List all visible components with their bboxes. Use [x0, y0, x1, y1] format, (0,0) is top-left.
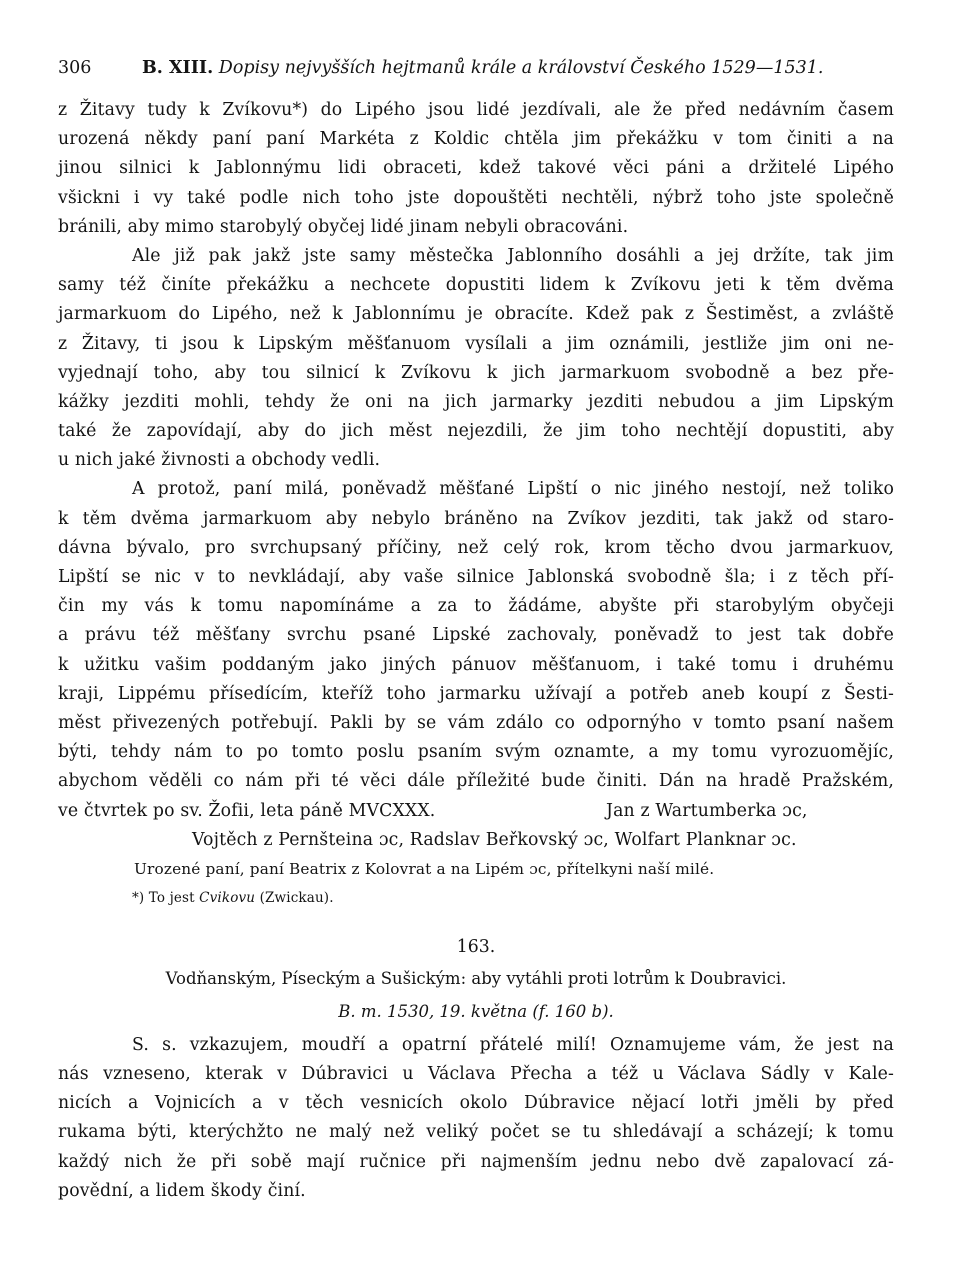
footnote-prefix: *) To jest — [132, 889, 195, 906]
signature-1: Jan z Wartumberka ɔc, — [606, 800, 808, 821]
page-number: 306 — [58, 58, 92, 78]
text-line: jarmarkuom do Lipého, než k Jablonnímu je obracíte. Kdež pak z Šestiměst, a zvláště — [58, 304, 894, 325]
text-line: dávna bývalo, pro svrchupsaný příčiny, než celý rok, krom těcho dvou jarmarkuov, — [58, 537, 894, 558]
text-line: vyjednají toho, aby tou silnicí k Zvíkovu k jich jarmarkuom svobodně a bez pře- — [58, 362, 894, 383]
footnote-suffix: (Zwickau). — [259, 889, 334, 906]
text-line: A protož, paní milá, poněvadž měšťané Lipští o nic jiného nestojí, než toliko — [132, 479, 894, 500]
text-line: měst přivezených potřebují. Pakli by se vám zdálo co odpornýho v tomto psaní našem — [58, 712, 894, 733]
text-line: každý nich že při sobě mají ručnice při najmenším jednu nebo dvě zapalovací zá- — [58, 1151, 894, 1172]
text-line: samy též činíte překážku a nechcete dopustiti lidem k Zvíkovu jeti k těm dvěma — [58, 275, 894, 296]
text-line: z Žitavy, ti jsou k Lipským měšťanuom vysílali a jim oznámili, jestliže jim oni ne- — [58, 333, 894, 354]
footnote — [58, 883, 894, 913]
text-line: bránili, aby mimo starobylý obyčej lidé jinam nebyli obracováni. — [58, 216, 629, 237]
text-line: jinou silnici k Jablonnýmu lidi obraceti, kdež takové věci páni a držitelé Lipého — [58, 158, 894, 179]
text-line: a právu též měšťany svrchu psané Lipské zachovaly, poněvadž to jest tak dobře — [58, 625, 894, 646]
text-line: k těm dvěma jarmarkuom aby nebylo bráněno na Zvíkov jezditi, tak jakž od staro- — [58, 508, 894, 529]
text-line: kraji, Lippému přísedícím, kteříž toho jarmarku užívají a potřeb aneb koupí z Šesti- — [58, 683, 894, 704]
text-line: k užitku vašim poddaným jako jiných pánuov měšťanuom, i také tomu i druhému — [58, 654, 894, 675]
text-line: nicích a Vojnicích a v těch vesnicích okolo Dúbravice nějací lotři jměli by před — [58, 1093, 894, 1114]
text-line: nás vzneseno, kterak v Dúbravici u Václava Přecha a též u Václava Sádly v Kale- — [58, 1064, 894, 1085]
text-line: S. s. vzkazujem, moudří a opatrní přátelé milí! Oznamujeme vám, že jest na — [132, 1034, 894, 1055]
text-line: Lipští se nic v to nevkládají, aby vaše silnice Jablonská svobodně šla; i z těch pří- — [58, 567, 894, 587]
document-date: B. m. 1530, 19. května (f. 160 b). — [338, 1001, 614, 1021]
text-line: všickni i vy také podle nich toho jste dopouštěti nechtěli, nýbrž toho jste společně — [58, 187, 894, 208]
text-line: abychom věděli co nám při té věci dále příležité bude činiti. Dán na hradě Pražském, — [58, 771, 894, 792]
text-line: u nich jaké živnosti a obchody vedli. — [58, 450, 381, 471]
letter-162-body — [58, 96, 894, 913]
text-line: povědní, a lidem škody činí. — [58, 1180, 306, 1201]
signature-line: Vojtěch z Pernšteina ɔc, Radslav Beřkovský ɔc, Wolfart Planknar ɔc. — [192, 829, 797, 850]
running-title — [142, 58, 823, 78]
text-line: čin my vás k tomu napomínáme a za to žádáme, abyšte při starobylým obyčeji — [58, 596, 894, 617]
document-number: 163. — [456, 936, 496, 957]
text-line: kážky jezditi mohli, tehdy že oni na jich jarmarky jezditi nebudou a jim Lipským — [58, 391, 894, 412]
running-header — [58, 58, 894, 88]
text-line: býti, tehdy nám to po tomto poslu psaním svým oznamte, a my tomu vyrozuomějíc, — [58, 742, 894, 763]
text-line: z Žitavy tudy k Zvíkovu*) do Lipého jsou lidé jezdívali, ale že před nedávním časem — [58, 100, 894, 120]
letter-163-body — [58, 1031, 894, 1206]
closing-line — [58, 797, 894, 826]
text-line: Ale již pak jakž jste samy městečka Jablonního dosáhli a jej držíte, tak jim — [132, 245, 894, 266]
text-line: urozená někdy paní paní Markéta z Koldic chtěla jim překážku v tom činiti a na — [58, 129, 894, 150]
letter-address: Urozené paní, paní Beatrix z Kolovrat a na Lipém ɔc, přítelkyni naší milé. — [134, 859, 715, 878]
closing-date: ve čtvrtek po sv. Žofii, leta páně MVCXXX. — [58, 800, 436, 821]
text-line: rukama býti, kterýchžto ne malý než veliký počet se tu shledávají a scházejí; k tomu — [58, 1122, 894, 1143]
text-line: také že zapovídají, aby do jich měst nejezdili, že jim toho nechtějí dopustiti, aby — [58, 421, 894, 442]
document-title: Vodňanským, Píseckým a Sušickým: aby vytáhli proti lotrům k Doubravici. — [165, 968, 787, 988]
series-prefix: B. XIII. — [142, 58, 214, 78]
footnote-term: Cvikovu — [199, 889, 256, 906]
running-title-text: Dopisy nejvyšších hejtmanů krále a království Českého 1529—1531. — [218, 58, 824, 78]
document-page — [58, 58, 894, 1206]
